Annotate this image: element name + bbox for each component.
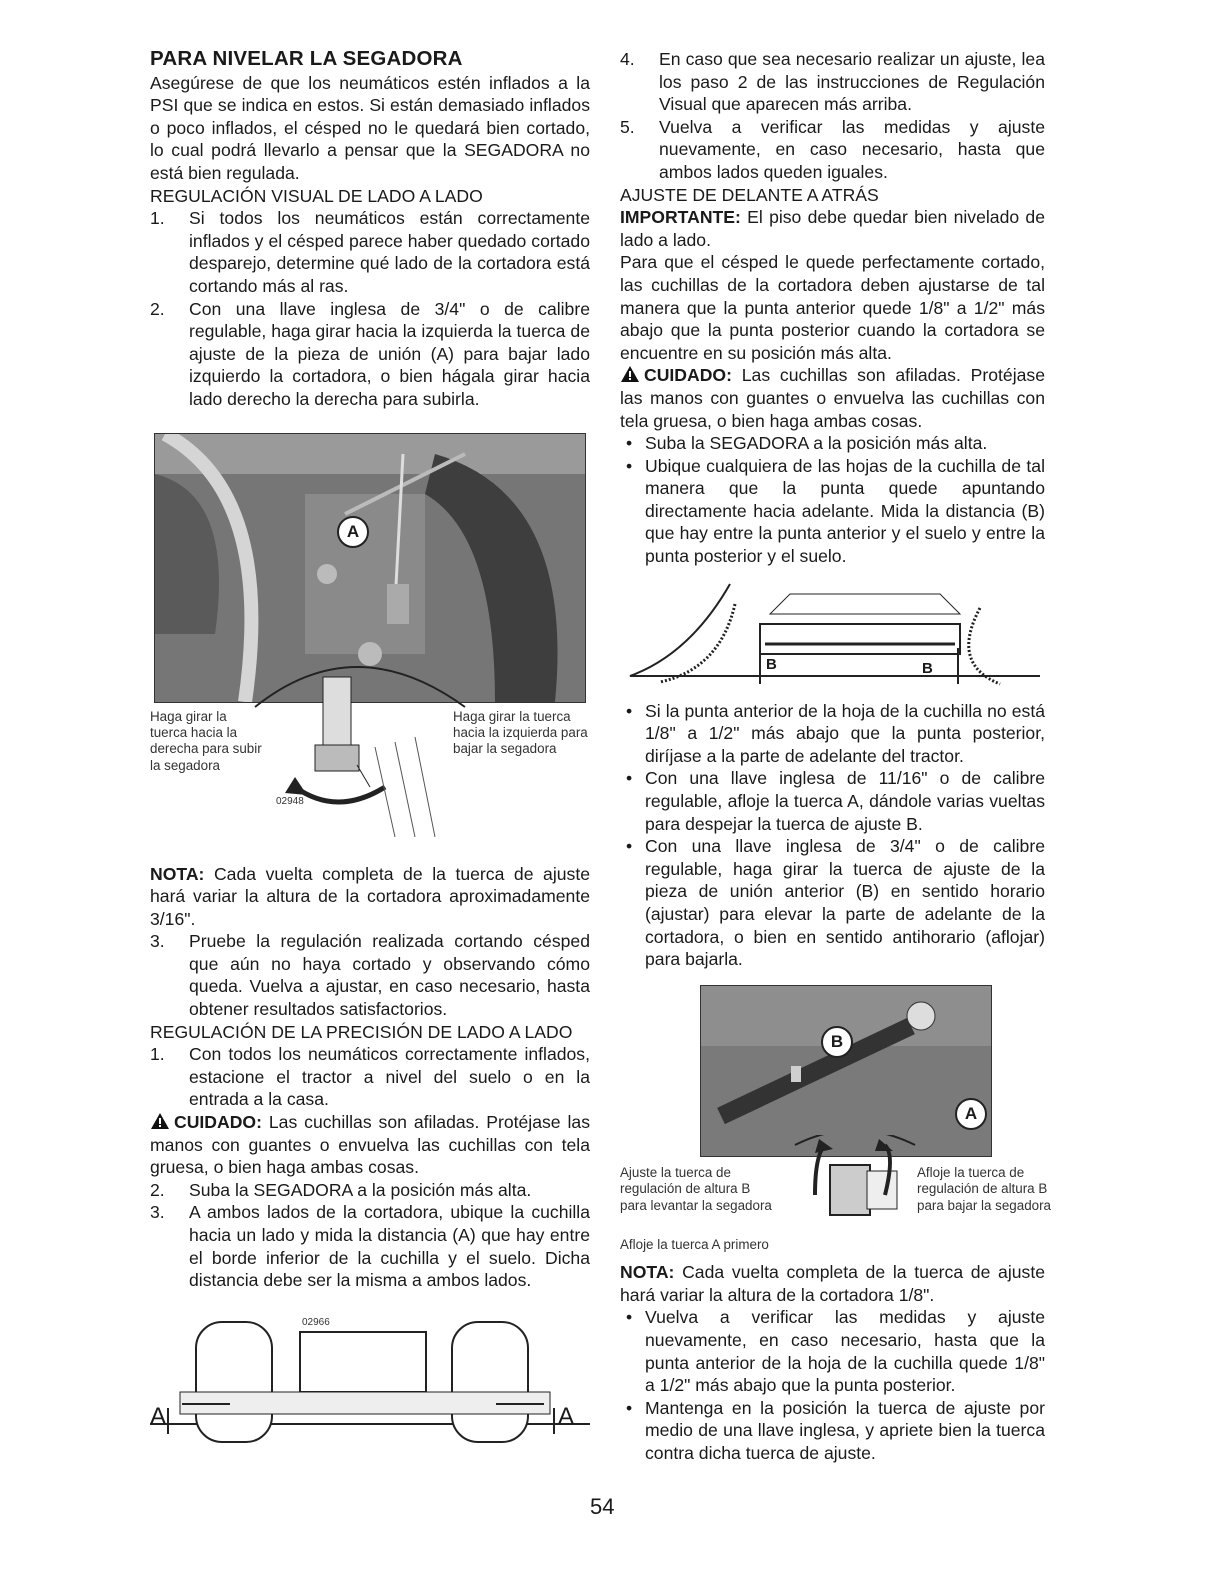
bullet-item xyxy=(620,767,1045,835)
figure-code: 02948 xyxy=(276,795,304,807)
nota-text: Cada vuelta completa de la tuerca de ajuste hará variar la altura de la cortadora 1/8". xyxy=(620,1262,1045,1305)
figure-front-link-adjustment xyxy=(620,985,1051,1221)
page-number: 54 xyxy=(590,1494,615,1519)
bullet-dot: • xyxy=(626,836,633,857)
photo-front-link xyxy=(700,985,992,1157)
list-number: 5. xyxy=(620,116,635,137)
cuidado-paragraph xyxy=(620,364,1045,432)
left-column xyxy=(150,48,590,1464)
list-number: 2. xyxy=(150,298,165,319)
bullet-item xyxy=(620,455,1045,568)
bullet-text: Suba la SEGADORA a la posición más alta. xyxy=(645,433,988,454)
list-text: Pruebe la regulación realizada cortando césped que aún no haya cortado y observando cómo queda. Vuelva a ajustar, en caso necesario, hasta obtener resultados satisfactorios. xyxy=(189,931,590,1020)
figure-front-back-measure xyxy=(620,574,1045,694)
bullet-item xyxy=(620,700,1045,768)
right-column xyxy=(620,48,1051,1465)
section-heading: PARA NIVELAR LA SEGADORA xyxy=(150,47,463,70)
nota-text: Cada vuelta completa de la tuerca de ajuste hará variar la altura de la cortadora aproximadamente 3/16". xyxy=(150,863,590,929)
callout-a: A xyxy=(337,516,369,548)
cuidado-paragraph xyxy=(150,1111,590,1179)
bullet-item xyxy=(620,835,1045,971)
figure-tie-rod-adjustment xyxy=(150,417,590,857)
caption-right: Afloje la tuerca de regulación de altura B para bajar la segadora xyxy=(917,1164,1051,1213)
detail-nut-drawing xyxy=(775,1135,935,1235)
nota-label: NOTA: xyxy=(620,1262,675,1283)
cuidado-text: Las cuchillas son afiladas. Protéjase las manos con guantes o envuelva las cuchillas con tela gruesa, o bien haga ambas cosas. xyxy=(150,1112,590,1178)
photo-illustration xyxy=(701,986,991,1156)
list-item xyxy=(620,48,1045,116)
subheading-precision: REGULACIÓN DE LA PRECISIÓN DE LADO A LADO xyxy=(150,1021,573,1042)
bullet-text: Ubique cualquiera de las hojas de la cuchilla de tal manera que la punta quede apuntando directamente hacia adelante. Mida la distancia (B) que hay entre la punta anterior y el suelo y entre la punta posterior y el suelo. xyxy=(645,455,1045,567)
list-item xyxy=(150,207,590,297)
cuidado-label: CUIDADO: xyxy=(174,1112,262,1133)
caption-right: Haga girar la tuerca hacia la izquierda para bajar la segadora xyxy=(453,708,588,757)
bullet-dot: • xyxy=(626,433,633,454)
bullet-dot: • xyxy=(626,768,633,789)
subheading-front-back: AJUSTE DE DELANTE A ATRÁS xyxy=(620,184,879,205)
list-text: Si todos los neumáticos están correctamente inflados y el césped parece haber quedado cortado desparejo, determine qué lado de la cortadora está cortando más al ras. xyxy=(189,208,590,296)
list-number: 2. xyxy=(150,1179,165,1200)
nota-paragraph xyxy=(620,1261,1045,1306)
list-text: Vuelva a verificar las medidas y ajuste nuevamente, en caso necesario, hasta que ambos lados queden iguales. xyxy=(659,116,1045,182)
list-item xyxy=(150,1201,590,1291)
caption-bottom: Afloje la tuerca A primero xyxy=(620,1236,769,1252)
list-number: 1. xyxy=(150,208,165,229)
bullet-dot: • xyxy=(626,1307,633,1328)
mower-side-illustration xyxy=(620,574,1045,694)
figure-side-to-side-measure xyxy=(150,1308,590,1458)
dimension-label-left: A xyxy=(150,1402,167,1430)
bullet-text: Con una llave inglesa de 11/16" o de calibre regulable, afloje la tuerca A, dándole varias vueltas para despejar la tuerca de ajuste B. xyxy=(645,768,1045,834)
importante-label: IMPORTANTE: xyxy=(620,207,741,228)
cuidado-label: CUIDADO: xyxy=(644,365,732,386)
bullet-text: Si la punta anterior de la hoja de la cuchilla no está 1/8" a 1/2" más abajo que la punta posterior, diríjase a la parte de adelante del tractor. xyxy=(645,700,1045,766)
importante-text: El piso debe quedar bien nivelado de lado a lado. xyxy=(620,207,1045,250)
bullet-item xyxy=(620,1306,1045,1396)
list-text: Suba la SEGADORA a la posición más alta. xyxy=(189,1179,532,1200)
mower-front-illustration xyxy=(150,1308,590,1458)
bullet-dot: • xyxy=(626,700,633,721)
list-item xyxy=(150,1179,590,1202)
intro-paragraph: Asegúrese de que los neumáticos estén inflados a la PSI que se indica en estos. Si están demasiado inflados o poco inflados, el césped no le quedará bien cortado, lo cual podrá llevarlo a pensar que la SEGADORA no está bien regulada. xyxy=(150,72,590,183)
importante-paragraph xyxy=(620,206,1045,251)
list-item xyxy=(150,930,590,1020)
list-text: A ambos lados de la cortadora, ubique la cuchilla hacia un lado y mida la distancia (A) que hay entre el borde inferior de la cuchilla y el suelo. Dicha distancia debe ser la misma a ambos lados. xyxy=(189,1202,590,1291)
bullet-text: Con una llave inglesa de 3/4" o de calibre regulable, haga girar la tuerca de ajuste de la pieza de unión anterior (B) en sentido horario (ajustar) para elevar la parte de adelante de la cortadora, o bien en sentido antihorario (aflojar) para bajarla. xyxy=(645,836,1045,970)
list-item xyxy=(150,298,590,411)
bullet-dot: • xyxy=(626,1397,633,1418)
list-number: 1. xyxy=(150,1044,165,1065)
caption-left: Ajuste la tuerca de regulación de altura B para levantar la segadora xyxy=(620,1164,772,1213)
nota-paragraph xyxy=(150,863,590,931)
figure-code: 02966 xyxy=(302,1316,330,1328)
callout-b: B xyxy=(821,1026,853,1058)
list-text: En caso que sea necesario realizar un ajuste, lea los paso 2 de las instrucciones de Regulación Visual que aparecen más arriba. xyxy=(659,49,1045,115)
bullet-dot: • xyxy=(626,455,633,476)
bullet-item xyxy=(620,432,1045,455)
warning-icon xyxy=(150,1112,170,1130)
nota-label: NOTA: xyxy=(150,863,205,884)
bullet-text: Mantenga en la posición la tuerca de ajuste por medio de una llave inglesa, y apriete bien la tuerca contra dicha tuerca de ajuste. xyxy=(645,1397,1045,1463)
list-text: Con todos los neumáticos correctamente inflados, estacione el tractor a nivel del suelo o en la entrada a la casa. xyxy=(189,1044,590,1110)
list-number: 4. xyxy=(620,49,635,69)
list-item xyxy=(150,1043,590,1111)
dimension-label-left: B xyxy=(766,655,777,673)
cuidado-text: Las cuchillas son afiladas. Protéjase las manos con guantes o envuelva las cuchillas con tela gruesa, o bien haga ambas cosas. xyxy=(620,365,1045,431)
warning-icon xyxy=(620,365,640,383)
body-paragraph: Para que el césped le quede perfectamente cortado, las cuchillas de la cortadora deben ajustarse de tal manera que la punta anterior quede 1/8" a 1/2" más abajo que la punta posterior cuando la cortadora se encuentre en su posición más alta. xyxy=(620,252,1045,363)
dimension-label-right: A xyxy=(558,1402,575,1430)
bullet-text: Vuelva a verificar las medidas y ajuste nuevamente, en caso necesario, hasta que la punta anterior de la hoja de la cuchilla quede 1/8" a 1/2" más abajo que la punta posterior. xyxy=(645,1307,1045,1396)
list-number: 3. xyxy=(150,1202,165,1223)
list-number: 3. xyxy=(150,931,165,952)
list-text: Con una llave inglesa de 3/4" o de calibre regulable, haga girar hacia la izquierda la tuerca de ajuste de la pieza de unión (A) para bajar lado izquierdo la cortadora, o bien hágala girar hacia lado derecho la derecha para subirla. xyxy=(189,298,590,409)
list-item xyxy=(620,116,1045,184)
caption-left: Haga girar la tuerca hacia la derecha para subir la segadora xyxy=(150,708,262,773)
subheading-visual: REGULACIÓN VISUAL DE LADO A LADO xyxy=(150,185,483,206)
bullet-item xyxy=(620,1397,1045,1465)
callout-a: A xyxy=(955,1098,987,1130)
dimension-label-right: B xyxy=(922,659,933,677)
